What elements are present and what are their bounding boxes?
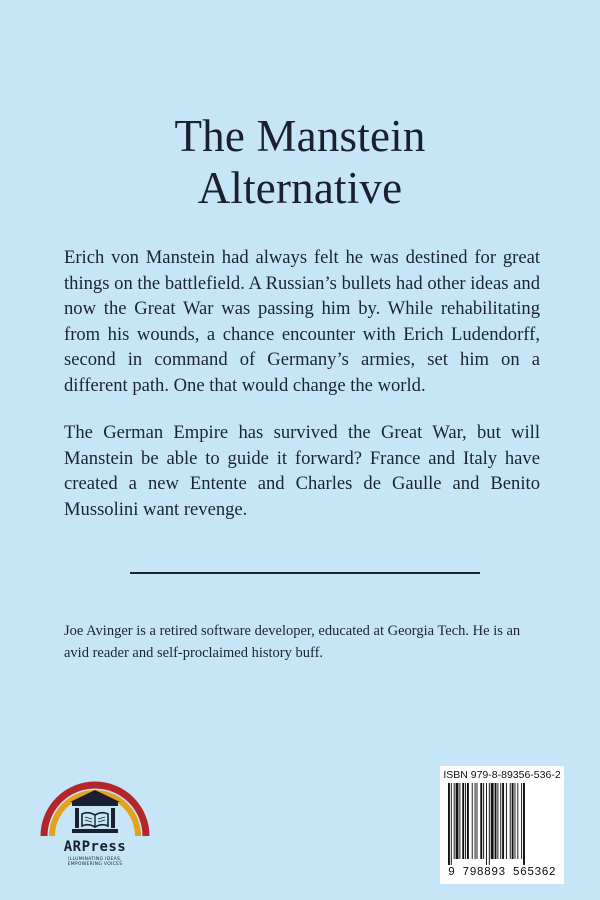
publisher-logo [40, 762, 150, 882]
barcode-bars [448, 783, 556, 865]
book-title-line-2: Alternative [197, 163, 403, 213]
blurb-paragraph-2: The German Empire has survived the Great War, but will Manstein be able to guide it forward? France and Italy have created a new Entente and Charles de Gaulle and Benito Mussolini want revenge. [64, 422, 540, 520]
library-book-logo-icon [40, 762, 150, 842]
book-title-line-1: The Manstein [174, 111, 426, 161]
publisher-name: ARPress [63, 839, 127, 855]
section-divider [130, 572, 480, 574]
book-title [0, 110, 600, 214]
isbn-barcode [440, 766, 564, 884]
isbn-digits: 9 798893 565362 [447, 866, 557, 879]
blurb-paragraph-1: Erich von Manstein had always felt he was destined for great things on the battlefield. A Russian’s bullets had other ideas and now the Great War was passing him by. While rehabilitating from his wounds, a chance encounter with Erich Ludendorff, second in command of Germany’s armies, set him on a different path. One that would change the world. [64, 247, 540, 396]
isbn-label: ISBN 979-8-89356-536-2 [443, 769, 561, 781]
author-bio: Joe Avinger is a retired software developer, educated at Georgia Tech. He is an avid reader and self-proclaimed history buff. [64, 623, 521, 661]
publisher-tagline: ILLUMINATING IDEAS, EMPOWERING VOICES [67, 857, 123, 867]
